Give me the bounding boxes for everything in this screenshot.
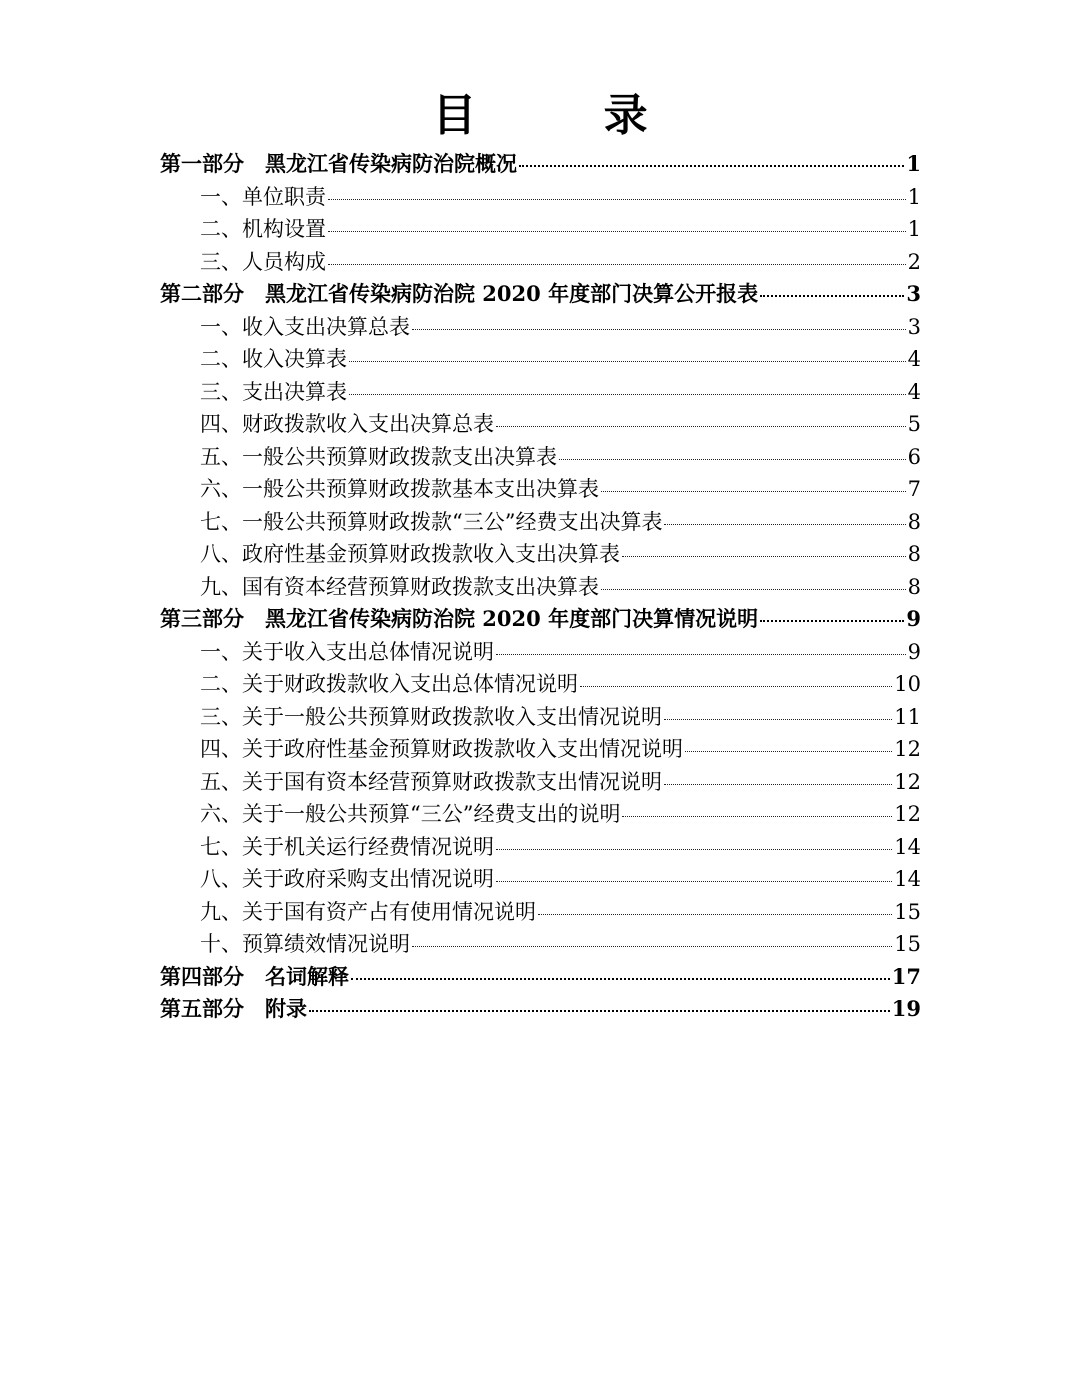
toc-entry-label: 六、一般公共预算财政拨款基本支出决算表 xyxy=(200,477,599,501)
toc-dot-leader xyxy=(622,816,892,817)
toc-dot-leader xyxy=(760,295,904,297)
toc-dot-leader xyxy=(349,394,906,395)
toc-dot-leader xyxy=(601,491,906,492)
toc-dot-leader xyxy=(496,881,892,882)
toc-page-number: 1 xyxy=(907,184,921,209)
toc-section-entry[interactable] xyxy=(160,733,921,766)
toc-entry-label: 二、机构设置 xyxy=(200,217,326,241)
toc-dot-leader xyxy=(664,784,892,785)
toc-section-entry[interactable] xyxy=(160,798,921,831)
toc-entry-label: 四、财政拨款收入支出决算总表 xyxy=(200,412,494,436)
toc-entry-label: 二、关于财政拨款收入支出总体情况说明 xyxy=(200,672,578,696)
toc-dot-leader xyxy=(496,654,906,655)
toc-section-entry[interactable] xyxy=(160,766,921,799)
toc-section-entry[interactable] xyxy=(160,636,921,669)
toc-entry-label: 七、一般公共预算财政拨款“三公”经费支出决算表 xyxy=(200,509,663,534)
toc-dot-leader xyxy=(351,978,890,980)
toc-section-entry[interactable] xyxy=(160,571,921,604)
toc-dot-leader xyxy=(664,524,905,525)
toc-section-entry[interactable] xyxy=(160,343,921,376)
toc-section-entry[interactable] xyxy=(160,506,921,539)
toc-dot-leader xyxy=(412,329,906,330)
toc-entry-label: 五、一般公共预算财政拨款支出决算表 xyxy=(200,444,557,469)
toc-page-number: 14 xyxy=(894,834,921,859)
toc-entry-label: 一、收入支出决算总表 xyxy=(200,314,410,339)
toc-section-entry[interactable] xyxy=(160,701,921,734)
toc-page-number: 11 xyxy=(894,704,921,729)
toc-part-entry[interactable] xyxy=(160,993,921,1026)
toc-dot-leader xyxy=(349,361,906,362)
toc-section-entry[interactable] xyxy=(160,246,921,279)
toc-page-number: 9 xyxy=(907,639,921,664)
toc-dot-leader xyxy=(685,751,892,752)
toc-section-entry[interactable] xyxy=(160,376,921,409)
toc-entry-label: 八、政府性基金预算财政拨款收入支出决算表 xyxy=(200,542,620,566)
toc-page-number: 8 xyxy=(907,509,921,534)
toc-entry-label: 第五部分 附录 xyxy=(160,996,307,1021)
toc-section-entry[interactable] xyxy=(160,213,921,246)
toc-entry-label: 三、人员构成 xyxy=(200,249,326,274)
toc-dot-leader xyxy=(328,264,906,265)
toc-section-entry[interactable] xyxy=(160,473,921,506)
toc-entry-label: 九、国有资本经营预算财政拨款支出决算表 xyxy=(200,574,599,599)
toc-entry-label: 九、关于国有资产占有使用情况说明 xyxy=(200,899,536,924)
toc-section-entry[interactable] xyxy=(160,311,921,344)
toc-entry-label: 十、预算绩效情况说明 xyxy=(200,932,410,956)
toc-page-number: 7 xyxy=(907,477,921,501)
toc-page-number: 9 xyxy=(906,606,921,631)
toc-dot-leader xyxy=(412,946,892,947)
toc-page-number: 8 xyxy=(907,574,921,599)
toc-section-entry[interactable] xyxy=(160,408,921,441)
toc-dot-leader xyxy=(496,849,892,850)
toc-dot-leader xyxy=(519,165,904,167)
toc-section-entry[interactable] xyxy=(160,831,921,864)
toc-title: 目 录 xyxy=(432,90,704,141)
toc-entry-label: 三、支出决算表 xyxy=(200,379,347,404)
toc-entry-label: 第三部分 黑龙江省传染病防治院 2020 年度部门决算情况说明 xyxy=(160,606,759,631)
toc-section-entry[interactable] xyxy=(160,441,921,474)
toc-dot-leader xyxy=(622,556,906,557)
toc-entry-label: 第二部分 黑龙江省传染病防治院 2020 年度部门决算公开报表 xyxy=(160,281,759,306)
toc-dot-leader xyxy=(538,914,892,915)
toc-dot-leader xyxy=(760,620,904,622)
toc-entry-label: 三、关于一般公共预算财政拨款收入支出情况说明 xyxy=(200,704,662,729)
toc-part-entry[interactable] xyxy=(160,278,921,311)
toc-dot-leader xyxy=(328,231,906,232)
toc-entry-label: 一、关于收入支出总体情况说明 xyxy=(200,639,494,664)
toc-dot-leader xyxy=(328,199,906,200)
toc-entry-label: 第四部分 名词解释 xyxy=(160,963,349,989)
toc-dot-leader xyxy=(496,426,906,427)
toc-section-entry[interactable] xyxy=(160,928,921,961)
toc-page-number: 2 xyxy=(907,249,921,274)
toc-page-number: 6 xyxy=(907,444,921,469)
toc-entry-label: 第一部分 黑龙江省传染病防治院概况 xyxy=(160,151,517,176)
toc-dot-leader xyxy=(309,1010,890,1012)
toc-page-number: 3 xyxy=(906,281,921,306)
toc-part-entry[interactable] xyxy=(160,148,921,181)
toc-page-number: 14 xyxy=(894,867,921,891)
toc-page-number: 12 xyxy=(894,802,921,826)
toc-dot-leader xyxy=(559,459,906,460)
toc-entry-label: 一、单位职责 xyxy=(200,184,326,209)
toc-entry-label: 四、关于政府性基金预算财政拨款收入支出情况说明 xyxy=(200,737,683,761)
toc-section-entry[interactable] xyxy=(160,668,921,701)
toc-page-number: 4 xyxy=(907,379,921,404)
toc-page-number: 17 xyxy=(891,963,921,989)
toc-entry-label: 五、关于国有资本经营预算财政拨款支出情况说明 xyxy=(200,769,662,794)
toc-section-entry[interactable] xyxy=(160,863,921,896)
toc-page-number: 1 xyxy=(906,151,921,176)
toc-page-number: 4 xyxy=(907,347,921,371)
toc-entry-label: 二、收入决算表 xyxy=(200,347,347,371)
toc-section-entry[interactable] xyxy=(160,538,921,571)
toc-dot-leader xyxy=(601,589,906,590)
toc-page-number: 15 xyxy=(894,932,921,956)
toc-page-number: 10 xyxy=(894,672,921,696)
toc-page-number: 1 xyxy=(907,217,921,241)
toc-page-number: 5 xyxy=(907,412,921,436)
toc-section-entry[interactable] xyxy=(160,896,921,929)
toc-part-entry[interactable] xyxy=(160,961,921,994)
toc-section-entry[interactable] xyxy=(160,181,921,214)
toc-page-number: 15 xyxy=(894,899,921,924)
toc-part-entry[interactable] xyxy=(160,603,921,636)
toc-dot-leader xyxy=(664,719,892,720)
toc-page-number: 12 xyxy=(894,737,921,761)
toc-dot-leader xyxy=(580,686,892,687)
table-of-contents xyxy=(160,148,921,1026)
toc-page-number: 3 xyxy=(907,314,921,339)
toc-entry-label: 七、关于机关运行经费情况说明 xyxy=(200,834,494,859)
toc-page-number: 8 xyxy=(907,542,921,566)
toc-page-number: 12 xyxy=(894,769,921,794)
toc-entry-label: 八、关于政府采购支出情况说明 xyxy=(200,867,494,891)
toc-page-number: 19 xyxy=(891,996,921,1021)
toc-entry-label: 六、关于一般公共预算“三公”经费支出的说明 xyxy=(200,802,621,826)
